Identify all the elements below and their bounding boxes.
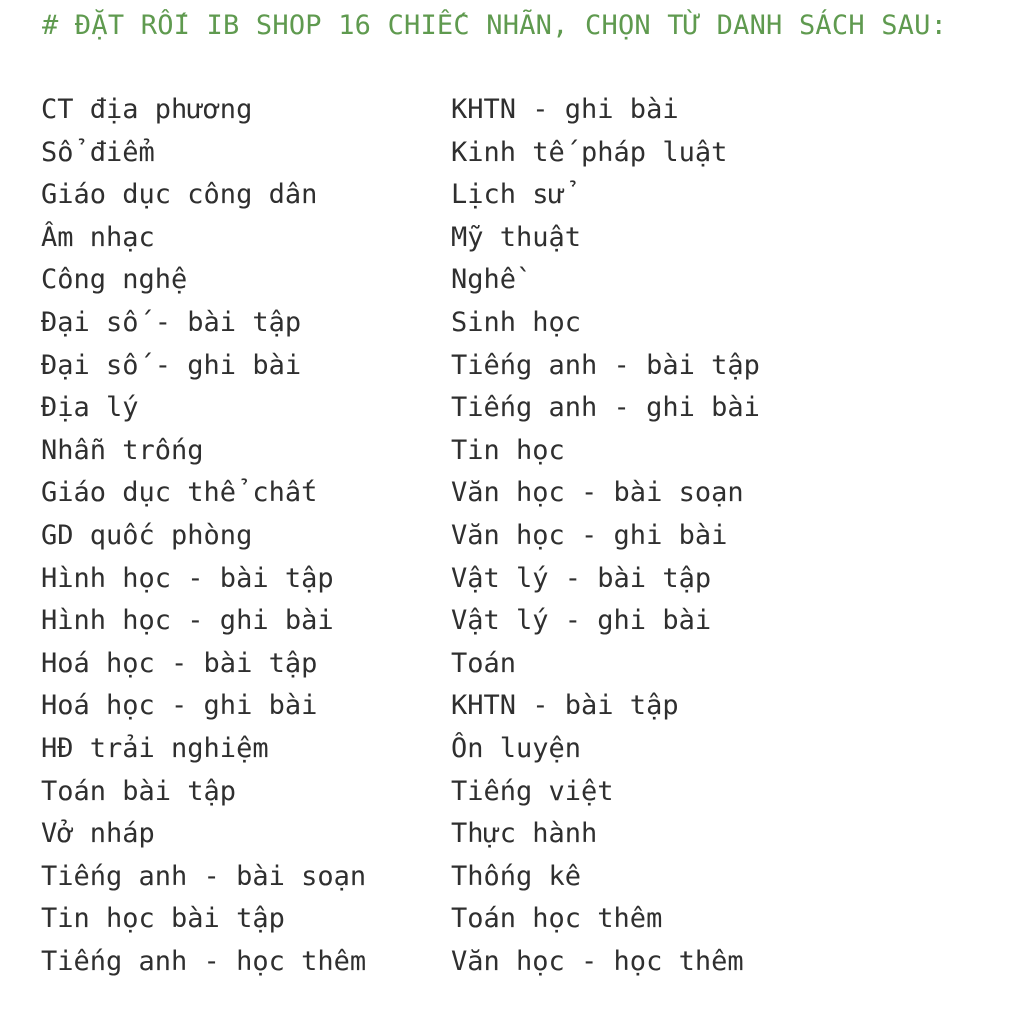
label-item: Kinh tế pháp luật: [451, 136, 728, 168]
label-item: Vở nháp: [41, 818, 155, 850]
label-item: Tiếng anh - học thêm: [41, 945, 367, 977]
label-item: Tin học bài tập: [41, 903, 285, 935]
label-item: Tin học: [451, 434, 565, 466]
label-item: KHTN - bài tập: [451, 690, 679, 722]
label-item: GD quốc phòng: [41, 519, 253, 551]
label-item: Văn học - ghi bài: [451, 519, 728, 551]
label-item: Đại số - ghi bài: [41, 349, 302, 381]
document-heading: # ĐẶT RỐI IB SHOP 16 CHIẾC NHÃN, CHỌN TỪ DANH SÁCH SAU:: [42, 10, 948, 41]
label-item: Hoá học - bài tập: [41, 647, 318, 679]
label-item: Tiếng anh - ghi bài: [451, 392, 760, 424]
label-item: Văn học - học thêm: [451, 945, 744, 977]
label-item: Tiếng anh - bài soạn: [41, 860, 367, 892]
label-item: Toán bài tập: [41, 775, 237, 807]
label-item: Thống kê: [451, 860, 582, 892]
label-item: Giáo dục công dân: [41, 179, 318, 211]
label-item: HĐ trải nghiệm: [41, 732, 269, 764]
label-item: Hình học - ghi bài: [41, 605, 334, 637]
label-item: CT địa phương: [41, 94, 253, 125]
label-item: Nhẫn trống: [41, 434, 204, 466]
label-item: Đại số - bài tập: [41, 306, 302, 338]
label-item: Công nghệ: [41, 264, 188, 296]
label-item: Vật lý - ghi bài: [451, 605, 712, 637]
label-item: Nghề: [451, 264, 517, 296]
label-item: Lịch sử: [451, 179, 565, 211]
label-item: Sổ điểm: [41, 136, 155, 168]
label-item: Toán học thêm: [451, 903, 663, 935]
label-item: Hoá học - ghi bài: [41, 690, 318, 722]
label-item: Địa lý: [41, 392, 139, 424]
left-label-column: [41, 89, 366, 983]
right-label-column: [451, 89, 760, 983]
label-item: Ôn luyện: [451, 732, 582, 764]
label-item: Văn học - bài soạn: [451, 477, 744, 509]
label-item: Âm nhạc: [41, 221, 155, 253]
label-item: KHTN - ghi bài: [451, 94, 679, 125]
label-item: Giáo dục thể chất: [41, 477, 318, 509]
label-item: Thực hành: [451, 818, 598, 850]
label-item: Tiếng việt: [451, 775, 614, 807]
label-item: Toán: [451, 647, 517, 679]
label-item: Sinh học: [451, 306, 582, 338]
label-item: Tiếng anh - bài tập: [451, 349, 760, 381]
label-item: Hình học - bài tập: [41, 562, 334, 594]
label-item: Mỹ thuật: [451, 221, 582, 253]
label-item: Vật lý - bài tập: [451, 562, 712, 594]
